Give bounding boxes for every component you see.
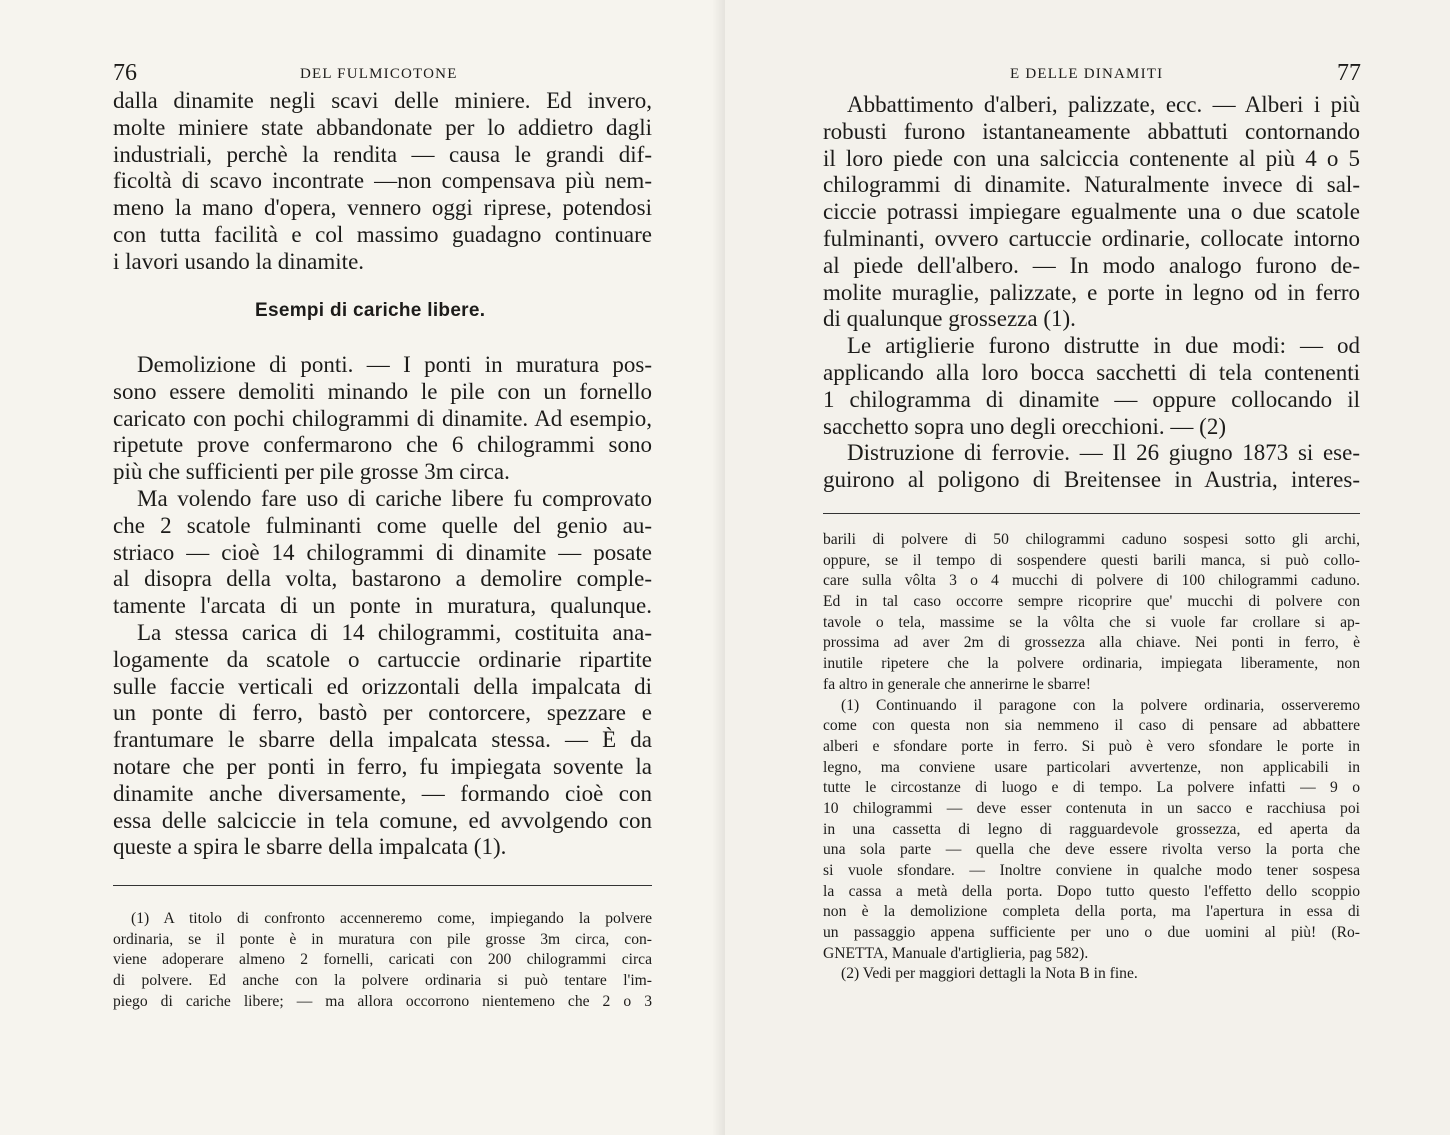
footnote-line: tutte le circostanze di luogo e di tempo. La polvere infatti — 9 o: [823, 779, 1360, 797]
page-number: 76: [113, 60, 137, 86]
text-line: chilogrammi di dinamite. Naturalmente invece di sal-: [823, 172, 1360, 198]
footnote-line: in una cassetta di legno di ragguardevole grossezza, ed aperta da: [823, 820, 1360, 838]
footnote-line: fa altro in generale che annerirne le sbarre!: [823, 675, 1091, 693]
footnote-line: viene adoperare almeno 2 fornelli, caricati con 200 chilogrammi circa: [113, 951, 652, 969]
footnote-line: piego di cariche libere; — ma allora occorrono nientemeno che 2 o 3: [113, 992, 652, 1010]
section-heading: Esempi di cariche libere.: [255, 300, 486, 321]
footnote-line: (1) A titolo di confronto accenneremo come, impiegando la polvere: [131, 910, 652, 927]
text-line: notare che per ponti in ferro, fu impiegata sovente la: [113, 753, 652, 779]
page-number: 77: [1337, 60, 1361, 86]
text-line: ficoltà di scavo incontrate —non compensava più nem-: [113, 168, 652, 194]
text-line: dalla dinamite negli scavi delle miniere. Ed invero,: [113, 88, 652, 113]
text-line: che 2 scatole fulminanti come quelle del genio au-: [113, 512, 652, 538]
footnote-line: come con questa non sia nemmeno il caso di pensare ad abbattere: [823, 717, 1360, 735]
running-head: E DELLE DINAMITI: [1010, 66, 1164, 82]
footnote-line: Ed in tal caso occorre sempre ricoprire que' mucchi di polvere con: [823, 593, 1360, 611]
text-line: Distruzione di ferrovie. — Il 26 giugno 1873 si ese-: [847, 440, 1360, 466]
footnote-line: oppure, se il tempo di sospendere questi barili manca, si può collo-: [823, 551, 1360, 569]
footnote-line: ordinaria, se il ponte è in muratura con pile grosse 3m circa, con-: [113, 930, 652, 948]
footnote-line: si vuole sfondare. — Inoltre conviene in qualche modo tener sospesa: [823, 862, 1360, 879]
text-line: i lavori usando la dinamite.: [113, 248, 365, 274]
text-line: industriali, perchè la rendita — causa le grandi dif-: [113, 141, 652, 167]
text-line: meno la mano d'opera, vennero oggi riprese, potendosi: [113, 195, 652, 221]
footnote-line: 10 chilogrammi — deve esser contenuta in un sacco e racchiusa poi: [823, 799, 1360, 817]
text-line: striaco — cioè 14 chilogrammi di dinamite — posate: [113, 539, 652, 565]
text-line: con tutta facilità e col massimo guadagno continuare: [113, 221, 652, 247]
footnote-line: care sulla vôlta 3 o 4 mucchi di polvere di 100 chilogrammi caduno.: [823, 572, 1360, 590]
text-line: sacchetto sopra uno degli orecchioni. — (2): [823, 413, 1227, 439]
footnote-line: barili di polvere di 50 chilogrammi caduno sospesi sotto gli archi,: [823, 531, 1360, 548]
text-line: caricato con pochi chilogrammi di dinamite. Ad esempio,: [113, 405, 652, 431]
text-line: Demolizione di ponti. — I ponti in muratura pos-: [137, 352, 652, 377]
right-footnotes: [823, 530, 1360, 985]
footnote-line: non è la demolizione completa della porta, ma l'apertura in essa di: [823, 903, 1360, 921]
text-line: ripetute prove confermarono che 6 chilogrammi sono: [113, 432, 652, 458]
footnote-rule: [823, 513, 1360, 514]
text-line: ciccie potrassi impiegare egualmente una o due scatole: [823, 199, 1360, 225]
footnote-line: inutile ripetere che la polvere ordinaria, impiegata liberamente, non: [823, 655, 1360, 673]
footnote-line: alberi e sfondare porte in ferro. Si può è vero sfondare le porte in: [823, 737, 1360, 755]
text-line: di qualunque grossezza (1).: [823, 306, 1076, 332]
footnote-line: GNETTA, Manuale d'artiglieria, pag 582).: [823, 944, 1089, 962]
text-line: Abbattimento d'alberi, palizzate, ecc. — Alberi i più: [847, 92, 1360, 117]
footnote-rule: [113, 885, 652, 886]
right-page: [725, 0, 1450, 1135]
text-line: frantumare le sbarre della impalcata stessa. — È da: [113, 727, 652, 753]
footnote-line: (1) Continuando il paragone con la polvere ordinaria, osserveremo: [841, 696, 1360, 714]
footnote-line: di polvere. Ed anche con la polvere ordinaria si può tentare l'im-: [113, 972, 652, 990]
text-line: Le artiglierie furono distrutte in due modi: — od: [847, 333, 1360, 359]
text-line: molte miniere state abbandonate per lo addietro dagli: [113, 114, 652, 140]
text-line: Ma volendo fare uso di cariche libere fu comprovato: [137, 485, 652, 511]
right-body-text: [823, 92, 1360, 494]
footnote-line: tavole o tela, massime se la vôlta che si vuole far crollare si ap-: [823, 613, 1360, 631]
text-line: più che sufficienti per pile grosse 3m circa.: [113, 459, 510, 485]
right-header: [725, 60, 1450, 90]
text-line: queste a spira le sbarre della impalcata (1).: [113, 834, 507, 860]
text-line: tamente l'arcata di un ponte in muratura, qualunque.: [113, 593, 652, 619]
text-line: il loro piede con una salciccia contenente al più 4 o 5: [823, 145, 1360, 171]
footnote-line: la cassa a metà della porta. Dopo tutto questo l'effetto dello scoppio: [823, 882, 1360, 900]
footnote-line: prossima ad aver 2m di grossezza alla chiave. Nei ponti in ferro, è: [823, 634, 1360, 652]
left-footnotes: [113, 909, 652, 1012]
footnote-line: un passaggio appena sufficiente per uno o due uomini al più! (Ro-: [823, 924, 1360, 942]
text-line: 1 chilogramma di dinamite — oppure collocando il: [823, 386, 1360, 412]
text-line: un ponte di ferro, bastò per contorcere, spezzare e: [113, 700, 652, 726]
footnote-line: legno, ma conviene usare particolari avvertenze, non applicabili in: [823, 758, 1360, 776]
footnote-line: una sola parte — quella che deve essere rivolta verso la porta che: [823, 841, 1360, 859]
text-line: fulminanti, ovvero cartuccie ordinarie, collocate intorno: [823, 225, 1360, 251]
text-line: logamente da scatole o cartuccie ordinarie ripartite: [113, 646, 652, 672]
text-line: dinamite anche diversamente, — formando cioè con: [113, 780, 652, 806]
running-head: DEL FULMICOTONE: [300, 66, 458, 82]
text-line: guirono al poligono di Breitensee in Austria, interes-: [823, 467, 1360, 493]
left-body-text-2: [113, 352, 652, 861]
text-line: applicando alla loro bocca sacchetti di tela contenenti: [823, 359, 1360, 385]
footnote-line: (2) Vedi per maggiori dettagli la Nota B in fine.: [841, 965, 1138, 983]
left-header: [0, 60, 725, 90]
text-line: al piede dell'albero. — In modo analogo furono de-: [823, 252, 1360, 278]
left-body-text-1: [113, 88, 652, 276]
text-line: essa delle salciccie in tela comune, ed avvolgendo con: [113, 807, 652, 833]
text-line: robusti furono istantaneamente abbattuti contornando: [823, 118, 1360, 144]
text-line: sulle faccie verticali ed orizzontali della impalcata di: [113, 673, 652, 699]
text-line: sono essere demoliti minando le pile con un fornello: [113, 378, 652, 404]
text-line: La stessa carica di 14 chilogrammi, costituita ana-: [137, 619, 652, 645]
text-line: molite muraglie, palizzate, e porte in legno od in ferro: [823, 279, 1360, 305]
text-line: al disopra della volta, bastarono a demolire comple-: [113, 566, 652, 592]
